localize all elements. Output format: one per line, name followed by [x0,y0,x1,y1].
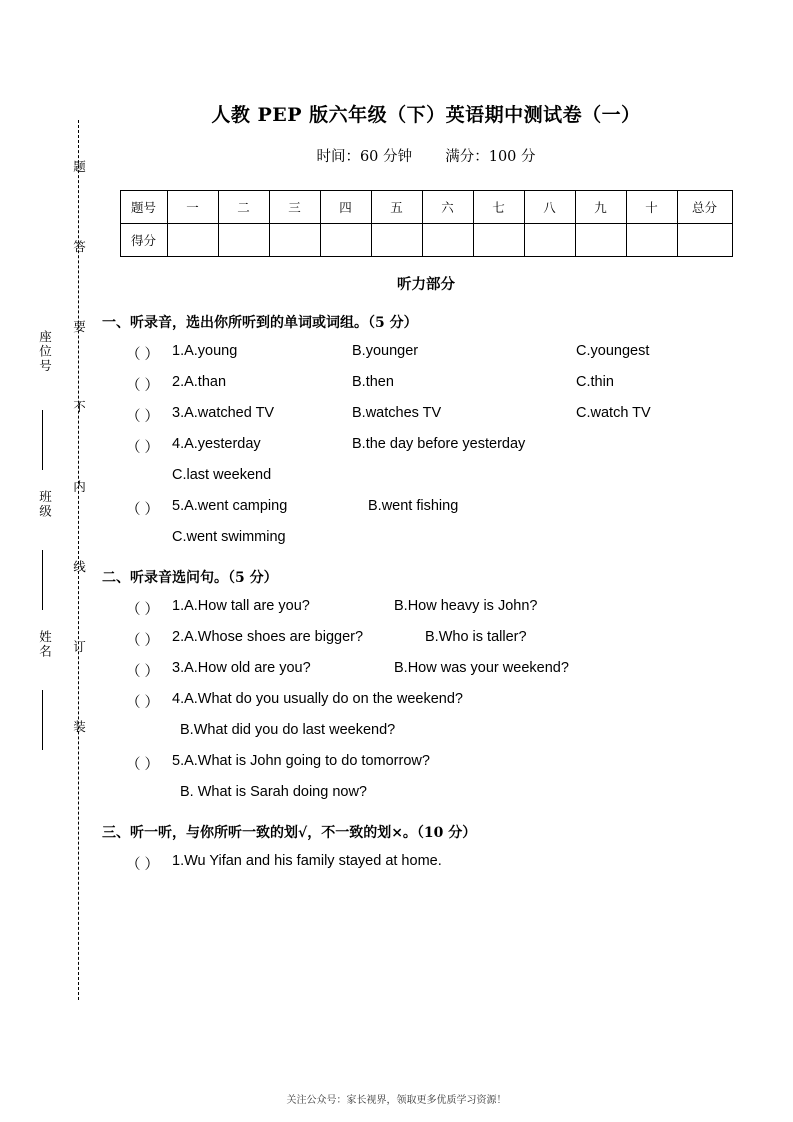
page-footer: 关注公众号：家长视界，领取更多优质学习资源！ [286,1095,507,1106]
score-cell-3[interactable] [269,224,320,257]
option-b[interactable]: B.How was your weekend? [394,660,569,676]
binding-mark-bu: 不 [71,400,86,415]
option-a[interactable]: 3.A.watched TV [172,405,275,421]
option-c[interactable]: C.thin [576,374,614,390]
binding-mark-yao: 要 [71,320,86,335]
score-cell-1[interactable] [167,224,218,257]
score-table-col-1: 一 [167,191,218,224]
option-a[interactable]: 4.A.What do you usually do on the weekend? [172,691,463,707]
answer-blank[interactable]: （ ） [126,347,160,363]
binding-field-seat: 座位号 [37,330,52,374]
score-cell-9[interactable] [575,224,626,257]
binding-mark-nei: 内 [71,480,86,495]
score-table-row-label-1: 题号 [120,191,167,224]
binding-mark-da: 答 [71,240,86,255]
option-a[interactable]: 2.A.Whose shoes are bigger? [172,629,364,645]
option-b[interactable]: B.then [352,374,394,390]
option-b[interactable]: B.went fishing [368,498,459,514]
option-b[interactable]: B.younger [352,343,419,359]
score-cell-total[interactable] [677,224,732,257]
answer-blank[interactable]: （ ） [126,378,160,394]
question-row [126,853,756,873]
score-cell-7[interactable] [473,224,524,257]
score-table [120,190,733,257]
binding-field-class-rule [42,550,43,610]
question-row [126,405,756,425]
question-row [126,343,756,363]
table-row-header [120,191,732,224]
score-table-col-2: 二 [218,191,269,224]
score-table-col-9: 九 [575,191,626,224]
listening-part-header: 听力部分 [397,276,455,293]
score-table-col-3: 三 [269,191,320,224]
answer-blank[interactable]: （ ） [126,757,160,773]
binding-mark-ding: 订 [71,640,86,655]
answer-blank[interactable]: （ ） [126,602,160,618]
page-title: 人教 PEP 版六年级（下）英语期中测试卷（一） [211,104,641,126]
section-heading-3: 三、听一听，与你所听一致的划√，不一致的划×。（10 分） [102,825,477,841]
score-cell-6[interactable] [422,224,473,257]
binding-mark-ti: 题 [71,160,86,175]
option-a[interactable]: 1.A.young [172,343,238,359]
score-table-col-total: 总分 [677,191,732,224]
option-c[interactable]: C.last weekend [172,467,272,483]
question-row [126,629,756,649]
score-cell-8[interactable] [524,224,575,257]
question-row [126,753,756,773]
exam-full-score: 满分：100 分 [445,149,536,165]
question-row [126,660,756,680]
option-b[interactable]: B.What did you do last weekend? [180,722,396,738]
score-table-col-6: 六 [422,191,473,224]
binding-field-seat-rule [42,410,43,470]
score-table-row-label-2: 得分 [120,224,167,257]
question-row [126,691,756,711]
exam-meta [96,145,756,166]
question-row [126,436,756,456]
answer-blank[interactable]: （ ） [126,633,160,649]
option-a[interactable]: 1.A.How tall are you? [172,598,310,614]
binding-mark-zhuang: 装 [71,720,86,735]
section-heading-2: 二、听录音选问句。（5 分） [102,570,278,586]
score-cell-5[interactable] [371,224,422,257]
binding-mark-xian: 线 [71,560,86,575]
question-row [126,598,756,618]
question-row [126,374,756,394]
binding-field-class: 班级 [37,490,52,519]
option-b[interactable]: B. What is Sarah doing now? [180,784,367,800]
option-b[interactable]: B.How heavy is John? [394,598,538,614]
score-table-col-8: 八 [524,191,575,224]
option-b[interactable]: B.watches TV [352,405,442,421]
binding-field-name: 姓名 [37,630,52,659]
answer-blank[interactable]: （ ） [126,440,160,456]
score-cell-4[interactable] [320,224,371,257]
option-c[interactable]: C.went swimming [172,529,286,545]
score-cell-2[interactable] [218,224,269,257]
answer-blank[interactable]: （ ） [126,409,160,425]
option-a[interactable]: 4.A.yesterday [172,436,261,452]
answer-blank[interactable]: （ ） [126,857,160,873]
answer-blank[interactable]: （ ） [126,502,160,518]
option-b[interactable]: B.Who is taller? [425,629,527,645]
table-row-scores [120,224,732,257]
score-table-col-4: 四 [320,191,371,224]
section-heading-1: 一、听录音，选出你所听到的单词或词组。（5 分） [102,315,418,331]
option-a[interactable]: 2.A.than [172,374,227,390]
score-cell-10[interactable] [626,224,677,257]
question-row [126,498,756,518]
option-c[interactable]: C.youngest [576,343,650,359]
binding-field-name-rule [42,690,43,750]
answer-blank[interactable]: （ ） [126,664,160,680]
exam-time: 时间：60 分钟 [316,149,413,165]
score-table-col-5: 五 [371,191,422,224]
content-column [96,0,756,873]
option-a[interactable]: 5.A.went camping [172,498,288,514]
option-b[interactable]: B.the day before yesterday [352,436,526,452]
score-table-col-7: 七 [473,191,524,224]
score-table-col-10: 十 [626,191,677,224]
answer-blank[interactable]: （ ） [126,695,160,711]
option-c[interactable]: C.watch TV [576,405,651,421]
option-a[interactable]: 3.A.How old are you? [172,660,311,676]
statement-text[interactable]: 1.Wu Yifan and his family stayed at home. [172,853,442,869]
option-a[interactable]: 5.A.What is John going to do tomorrow? [172,753,430,769]
